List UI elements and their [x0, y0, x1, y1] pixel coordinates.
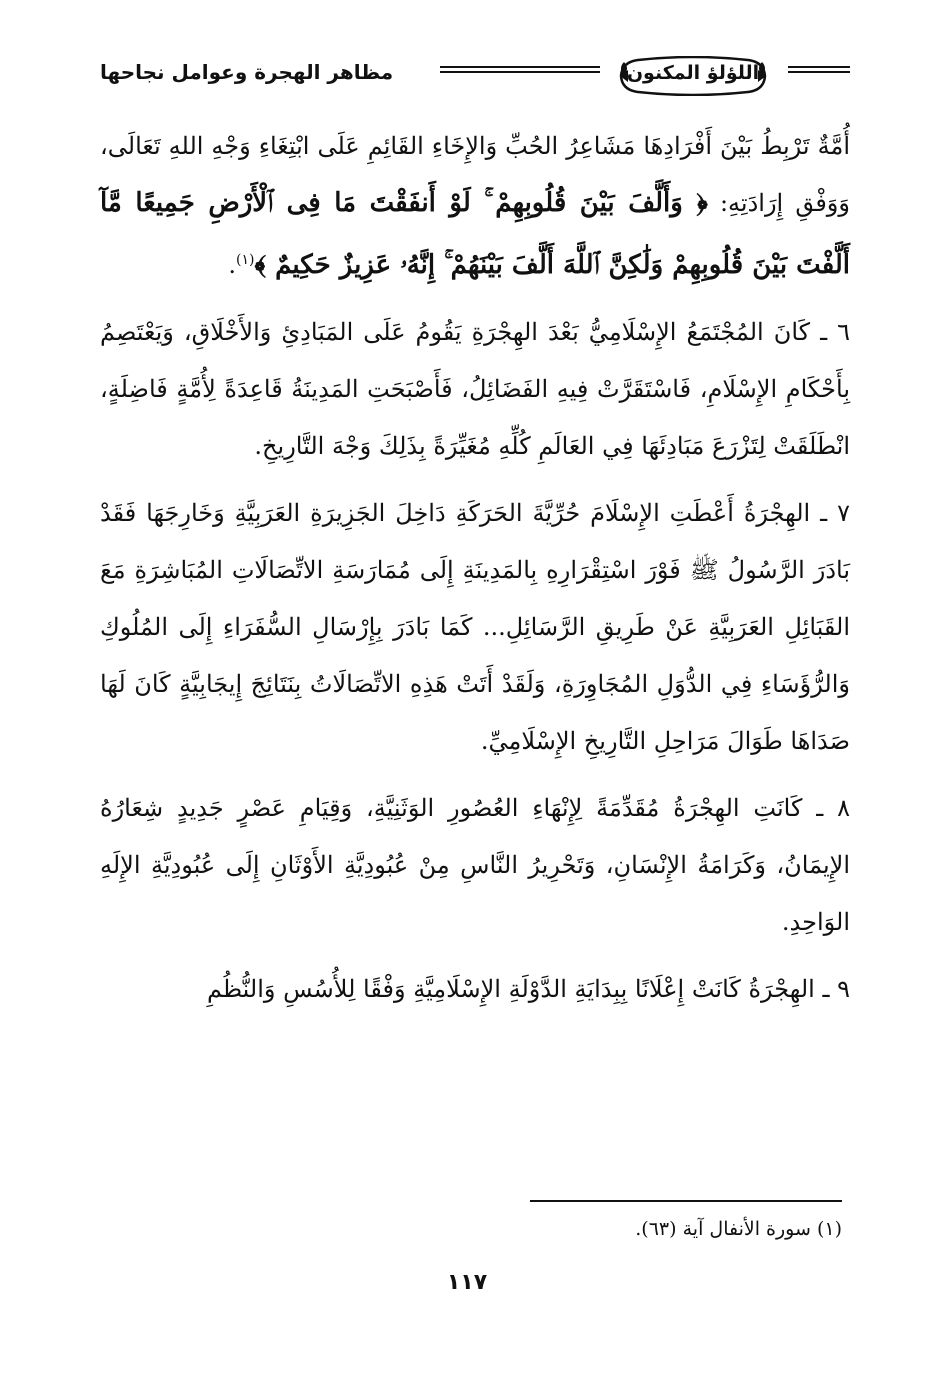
paragraph-continuation	[100, 118, 850, 294]
paragraph-end: .	[228, 251, 237, 279]
book-title-ornament	[618, 56, 768, 96]
quran-verse: ﴿ وَأَلَّفَ بَيْنَ قُلُوبِهِمْ ۚ لَوْ أَنفَقْتَ مَا فِى ٱلْأَرْضِ جَمِيعًا مَّآ أَلَّفْتَ بَيْنَ قُلُوبِهِمْ وَلَٰكِنَّ ٱللَّهَ أَلَّفَ بَيْنَهُمْ ۚ إِنَّهُۥ عَزِيزٌ حَكِيمٌ ﴾	[100, 188, 850, 280]
paragraph-9: ٩ ـ الهِجْرَةُ كَانَتْ إِعْلَانًا بِبِدَايَةِ الدَّوْلَةِ الإِسْلَامِيَّةِ وَفْقًا لِلأُسُسِ وَالنُّظُمِ	[206, 975, 850, 1003]
footnote: (١) سورة الأنفال آية (٦٣).	[635, 1218, 842, 1240]
book-title: اللؤلؤ المكنون	[626, 62, 760, 84]
footnote-separator	[530, 1200, 842, 1202]
paragraph-text: أُمَّةٌ تَرْبِطُ بَيْنَ أَفْرَادِهَا مَشَاعِرُ الحُبِّ وَالإِخَاءِ القَائِمِ عَلَى ابْتِغَاءِ وَجْهِ اللهِ تَعَالَى، وَوَفْقِ إِرَادَتِهِ:	[100, 132, 850, 217]
page-body	[100, 118, 850, 1028]
chapter-title: مظاهر الهجرة وعوامل نجاحها	[100, 60, 394, 84]
page-number: ١١٧	[446, 1270, 488, 1295]
paragraph-6: ٦ ـ كَانَ المُجْتَمَعُ الإِسْلَامِيُّ بَعْدَ الهِجْرَةِ يَقُومُ عَلَى المَبَادِئِ وَالأَخْلَاقِ، وَيَعْتَصِمُ بِأَحْكَامِ الإِسْلَامِ، فَاسْتَقَرَّتْ فِيهِ الفَضَائِلُ، فَأَصْبَحَتِ المَدِينَةُ قَاعِدَةً لِأُمَّةٍ فَاضِلَةٍ، انْطَلَقَتْ لِتَزْرَعَ مَبَادِئَهَا فِي العَالَمِ كُلِّهِ مُغَيِّرَةً بِذَلِكَ وَجْهَ التَّارِيخِ.	[100, 318, 850, 460]
paragraph-7: ٧ ـ الهِجْرَةُ أَعْطَتِ الإِسْلَامَ حُرِّيَّةَ الحَرَكَةِ دَاخِلَ الجَزِيرَةِ العَرَبِيَّةِ وَخَارِجَهَا فَقَدْ بَادَرَ الرَّسُولُ ﷺ فَوْرَ اسْتِقْرَارِهِ بِالمَدِينَةِ إِلَى مُمَارَسَةِ الاتِّصَالَاتِ المُبَاشِرَةِ مَعَ القَبَائِلِ العَرَبِيَّةِ عَنْ طَرِيقِ الرَّسَائِلِ... كَمَا بَادَرَ بِإِرْسَالِ السُّفَرَاءِ إِلَى المُلُوكِ وَالرُّؤَسَاءِ فِي الدُّوَلِ المُجَاوِرَةِ، وَلَقَدْ أَتَتْ هَذِهِ الاتِّصَالَاتُ بِنَتَائِجَ إِيجَابِيَّةٍ كَانَ لَهَا صَدَاهَا طَوَالَ مَرَاحِلِ التَّارِيخِ الإِسْلَامِيِّ.	[100, 499, 850, 755]
header-rule-middle	[440, 66, 600, 76]
header-rule-right	[788, 66, 850, 76]
footnote-reference: (١)	[236, 252, 255, 268]
running-header	[100, 50, 850, 100]
paragraph-8: ٨ ـ كَانَتِ الهِجْرَةُ مُقَدِّمَةً لِإِنْهَاءِ العُصُورِ الوَثَنِيَّةِ، وَقِيَامِ عَصْرٍ جَدِيدٍ شِعَارُهُ الإِيمَانُ، وَكَرَامَةُ الإِنْسَانِ، وَتَحْرِيرُ النَّاسِ مِنْ عُبُودِيَّةِ الأَوْثَانِ إِلَى عُبُودِيَّةِ الإِلَهِ الوَاحِدِ.	[100, 794, 850, 936]
